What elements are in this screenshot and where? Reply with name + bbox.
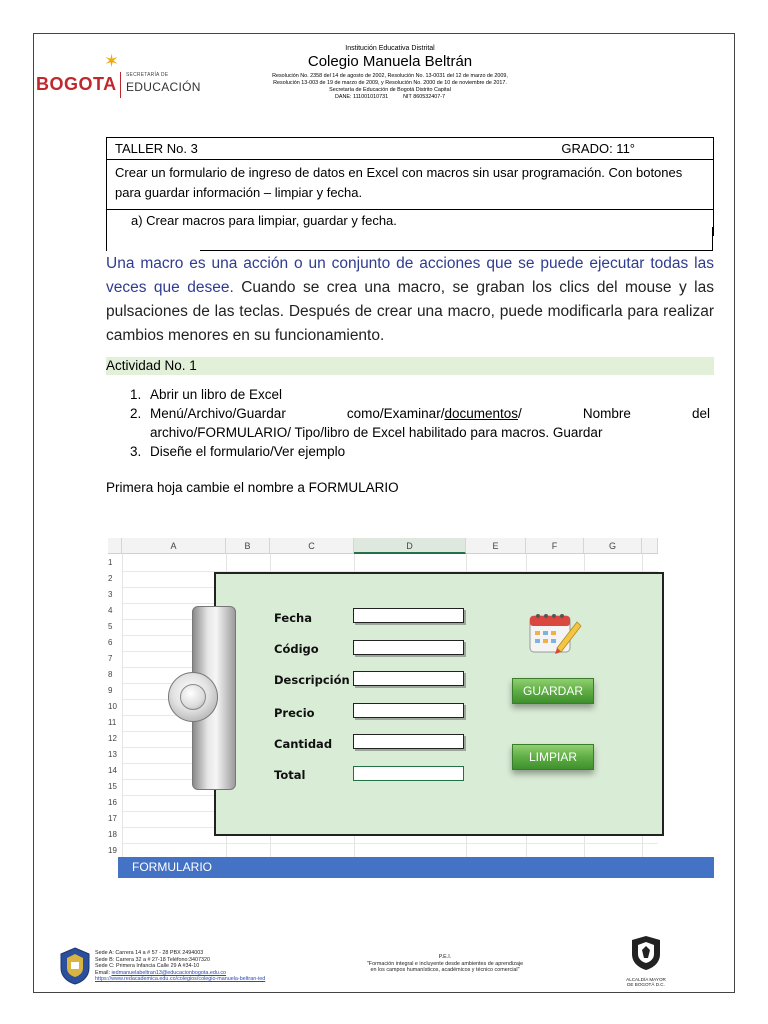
dane: DANE: 111001010731 bbox=[335, 94, 389, 100]
rename-instruction: Primera hoja cambie el nombre a FORMULARIO bbox=[106, 480, 399, 495]
row-number: 16 bbox=[108, 798, 117, 807]
sede-a: Sede A: Carrera 14 a # 57 - 28 PBX 2494003 bbox=[95, 950, 204, 956]
grado: GRADO: 11° bbox=[561, 141, 635, 156]
alcaldia-caption: ALCALDÍA MAYOR bbox=[626, 977, 666, 982]
column-header: A bbox=[122, 538, 226, 554]
grid-line bbox=[122, 554, 123, 858]
alcaldia-logo bbox=[618, 934, 674, 988]
footer-pei bbox=[340, 954, 550, 974]
column-header: B bbox=[226, 538, 270, 554]
row-number: 17 bbox=[108, 814, 117, 823]
logo-educacion: EDUCACIÓN bbox=[126, 80, 201, 94]
nit: NIT 860532407-7 bbox=[403, 94, 445, 100]
taller-sub-row bbox=[107, 210, 713, 236]
total-input[interactable] bbox=[353, 766, 464, 781]
column-header: F bbox=[526, 538, 584, 554]
step-item bbox=[130, 404, 710, 442]
column-header-empty bbox=[642, 538, 658, 554]
email-label: Email: bbox=[95, 969, 112, 976]
step-number: 1. bbox=[130, 387, 142, 402]
slider-knob-center bbox=[180, 684, 206, 710]
footer-addresses bbox=[95, 950, 265, 983]
taller-title: TALLER No. 3 bbox=[115, 141, 198, 156]
taller-right-edge bbox=[712, 227, 713, 251]
step-item bbox=[130, 442, 710, 461]
bogota-logo-word: BOGOTA bbox=[36, 74, 117, 94]
sede-c: Sede C: Primera Infancia Calle 29 A #34-10 bbox=[95, 963, 200, 970]
row-number: 18 bbox=[108, 830, 117, 839]
pei-title: P.E.I. bbox=[438, 954, 452, 960]
school-name: Colegio Manuela Beltrán bbox=[307, 53, 473, 70]
bogota-coat-of-arms-icon bbox=[626, 934, 666, 972]
step-number: 2. bbox=[130, 406, 142, 421]
taller-sub-item: a) Crear macros para limpiar, guardar y fecha. bbox=[131, 213, 397, 228]
school-crest-icon bbox=[58, 946, 92, 986]
taller-table bbox=[106, 137, 714, 236]
row-number: 11 bbox=[108, 718, 117, 727]
step-text-part: Menú/Archivo/Guardar bbox=[150, 406, 286, 421]
cantidad-input[interactable] bbox=[353, 734, 464, 749]
row-number: 2 bbox=[108, 574, 113, 583]
institution-type: Institución Educativa Distrital bbox=[345, 45, 435, 52]
calendar-icon[interactable] bbox=[527, 608, 583, 656]
intro-part1: Una macro bbox=[106, 255, 190, 272]
field-label-precio: Precio bbox=[274, 706, 315, 720]
sede-b: Sede B: Carrera 32 a # 27-18 Teléfono:3407320 bbox=[95, 956, 210, 963]
step-text-part: como/Examinar/ bbox=[346, 406, 445, 421]
row-number: 6 bbox=[108, 638, 113, 647]
taller-title-row bbox=[107, 138, 713, 160]
step-text-part bbox=[347, 404, 522, 423]
resolution-line-2: Resolución 13-003 de 19 de marzo de 2009, y Resolución No. 2000 de 10 de noviembre de 2017. bbox=[273, 80, 507, 86]
corner-cell bbox=[108, 538, 122, 554]
secretaria-line: Secretaría de Educación de Bogotá Distrito Capital bbox=[329, 87, 451, 93]
actividad-steps bbox=[130, 385, 710, 461]
row-number: 19 bbox=[108, 846, 117, 855]
step-text-part: / bbox=[518, 406, 522, 421]
step-text: Abrir un libro de Excel bbox=[150, 387, 283, 402]
step-text-part: del bbox=[691, 406, 710, 421]
grid-line bbox=[122, 843, 658, 844]
field-label-codigo: Código bbox=[274, 642, 319, 656]
fecha-input[interactable] bbox=[353, 608, 464, 623]
field-label-descripcion: Descripción bbox=[274, 673, 350, 687]
taller-description: Crear un formulario de ingreso de datos en Excel con macros sin usar programación. Con botones para guardar información – limpiar y fecha. bbox=[107, 160, 713, 210]
email-line bbox=[95, 970, 265, 977]
pei-line-2: en los campos humanísticos, académicos y técnico comercial" bbox=[370, 967, 520, 974]
row-number: 8 bbox=[108, 670, 113, 679]
star-icon: ✶ bbox=[104, 51, 120, 71]
step-number: 3. bbox=[130, 444, 142, 459]
row-number: 1 bbox=[108, 558, 113, 567]
logo-divider bbox=[120, 72, 121, 98]
alcaldia-sub-caption: DE BOGOTÁ D.C. bbox=[627, 982, 665, 988]
precio-input[interactable] bbox=[353, 703, 464, 718]
taller-left-edge bbox=[106, 227, 107, 251]
step-text bbox=[150, 404, 710, 442]
column-header-selected: D bbox=[354, 538, 466, 554]
dane-nit-line bbox=[200, 94, 580, 101]
step-text: Diseñe el formulario/Ver ejemplo bbox=[150, 444, 346, 459]
intro-part2: es una acción o un conjunto de acciones que se puede ejecutar todas las veces que desee. bbox=[106, 255, 714, 296]
descripcion-input[interactable] bbox=[353, 671, 464, 686]
actividad-heading: Actividad No. 1 bbox=[106, 357, 714, 375]
taller-bottom-line bbox=[200, 250, 713, 251]
row-number: 13 bbox=[108, 750, 117, 759]
codigo-input[interactable] bbox=[353, 640, 464, 655]
row-number: 5 bbox=[108, 622, 113, 631]
column-header: G bbox=[584, 538, 642, 554]
row-number: 9 bbox=[108, 686, 113, 695]
sheet-tab-formulario[interactable]: FORMULARIO bbox=[118, 857, 714, 878]
field-label-total: Total bbox=[274, 768, 306, 782]
guardar-button[interactable]: GUARDAR bbox=[512, 678, 594, 704]
intro-part3: Cuando se crea una macro, se graban los clics del mouse y las pulsaciones de las teclas. Después de crear una macro, puede modificarla para realizar cambios menores en su funcionamiento. bbox=[106, 279, 715, 344]
row-number: 7 bbox=[108, 654, 113, 663]
email-link[interactable]: iedmanuelabeltran13@educacionbogota.edu.co bbox=[111, 969, 227, 976]
row-number: 14 bbox=[108, 766, 117, 775]
documentos-link: documentos bbox=[444, 406, 518, 421]
row-number: 10 bbox=[108, 702, 117, 711]
row-number: 15 bbox=[108, 782, 117, 791]
field-label-fecha: Fecha bbox=[274, 611, 312, 625]
website-link[interactable]: https://www.redacademica.edu.co/colegios/colegio-manuela-beltran-ied bbox=[95, 976, 266, 983]
intro-paragraph bbox=[106, 252, 714, 348]
field-label-cantidad: Cantidad bbox=[274, 737, 333, 751]
step-text-part: archivo/FORMULARIO/ Tipo/libro de Excel habilitado para macros. Guardar bbox=[150, 425, 603, 440]
column-header: E bbox=[466, 538, 526, 554]
limpiar-button[interactable]: LIMPIAR bbox=[512, 744, 594, 770]
row-number: 12 bbox=[108, 734, 117, 743]
pei-line-1: "Formación integral e incluyente desde ambientes de aprendizaje bbox=[366, 960, 524, 967]
logo-secretaria: SECRETARÍA DE bbox=[126, 72, 169, 78]
row-number: 3 bbox=[108, 590, 113, 599]
row-number: 4 bbox=[108, 606, 113, 615]
column-header: C bbox=[270, 538, 354, 554]
resolution-line-1: Resolución No. 2358 del 14 de agosto de 2002, Resolución No. 13-0031 del 12 de marzo de 2009, bbox=[272, 73, 508, 79]
step-item bbox=[130, 385, 710, 404]
step-text-part: Nombre bbox=[582, 406, 631, 421]
